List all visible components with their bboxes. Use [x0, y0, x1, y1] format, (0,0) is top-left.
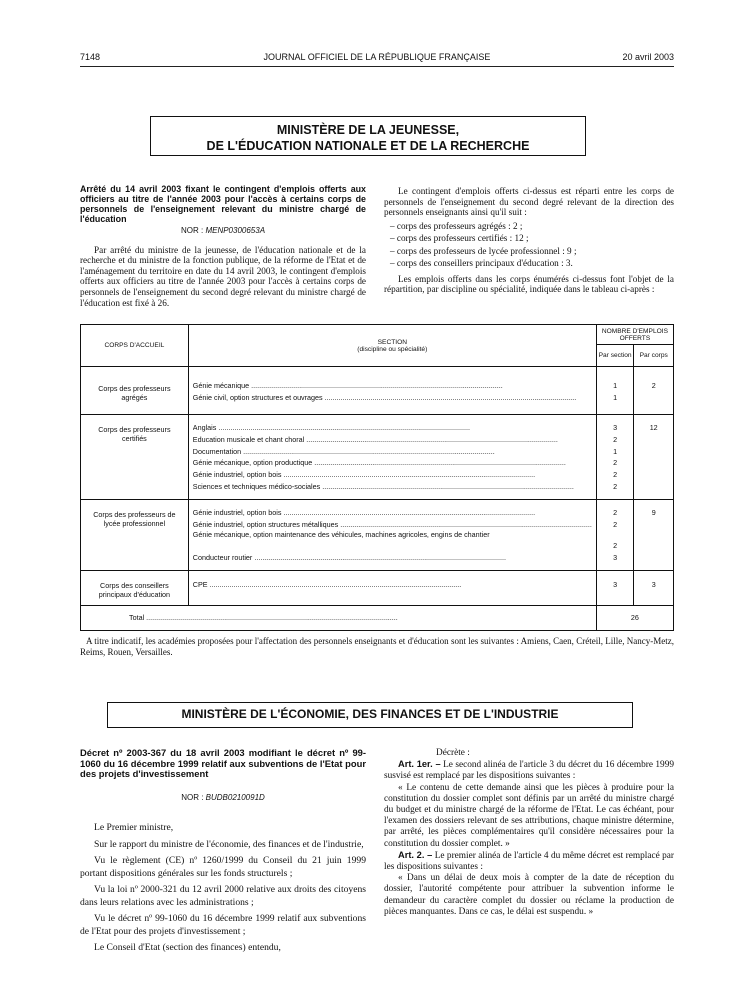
header-section-sub: (discipline ou spécialité) — [357, 345, 428, 353]
arrete-title: Arrêté du 14 avril 2003 fixant le contingent d'emplois offerts aux officiers au titre de l'année 2003 pour l'accès à certains corps de personnels de l'enseignement relevant du ministre chargé de l'éducation — [80, 184, 366, 224]
header-section — [188, 325, 596, 367]
table-row — [81, 571, 674, 606]
par-section-value: 2 — [613, 458, 618, 468]
decret-p2: Sur le rapport du ministre de l'économie, des finances et de l'industrie, — [94, 838, 364, 850]
total-label: Total ..... — [129, 612, 592, 624]
par-section-value: 3 — [613, 580, 618, 590]
section-item: Conducteur routier ..... — [193, 552, 592, 564]
ministry-heading-economie: MINISTÈRE DE L'ÉCONOMIE, DES FINANCES ET DE L'INDUSTRIE — [107, 702, 633, 728]
academies-note-text: A titre indicatif, les académies proposées pour l'affectation des personnels enseignants et d'éducation sont les suivantes : Amiens, Caen, Créteil, Lille, Nancy-Metz, Reims, Rouen, Versailles. — [80, 636, 674, 657]
list-item: – corps des professeurs de lycée professionnel : 9 ; — [390, 245, 674, 258]
ministry-heading-line1: MINISTÈRE DE LA JEUNESSE, — [276, 123, 460, 137]
decret-left-column — [80, 748, 366, 955]
header-section-title: SECTION — [377, 338, 407, 346]
par-section-value: 2 — [613, 481, 618, 491]
issue-date: 20 avril 2003 — [622, 52, 674, 62]
par-corps-value: 3 — [651, 580, 656, 590]
arrete-right-column — [384, 186, 674, 295]
par-section-value: 1 — [613, 446, 618, 456]
par-corps-value: 2 — [651, 381, 656, 390]
decret-title: Décret nº 2003-367 du 18 avril 2003 modifiant le décret nº 99-1060 du 16 décembre 1999 relatif aux subventions de l'Etat pour des projets d'investissement — [80, 747, 366, 780]
academies-note — [80, 636, 674, 658]
total-value: 26 — [630, 613, 639, 623]
list-item: – corps des professeurs agrégés : 2 ; — [390, 220, 674, 233]
section-item: Education musicale et chant choral ..... — [193, 434, 592, 446]
decrete-label: Décrète : — [436, 748, 470, 758]
list-item: – corps des professeurs certifiés : 12 ; — [390, 232, 674, 245]
emplois-table — [80, 324, 674, 631]
corps-list — [384, 220, 674, 270]
list-item: – corps des conseillers principaux d'éducation : 3. — [390, 257, 674, 270]
table-total-row — [81, 606, 674, 631]
header-corps: CORPS D'ACCUEIL — [81, 325, 189, 367]
article-1-text: Le second alinéa de l'article 3 du décret du 16 décembre 1999 susvisé est remplacé par les dispositions suivantes : — [384, 760, 674, 782]
article-1 — [384, 759, 674, 782]
ministry-heading-education — [150, 116, 586, 156]
corps-cell: Corps des professeurs agrégés — [98, 384, 171, 402]
corps-cell: Corps des professeurs certifiés — [98, 425, 171, 443]
section-item: Documentation ..... — [193, 446, 592, 458]
journal-title: JOURNAL OFFICIEL DE LA RÉPUBLIQUE FRANÇAISE — [263, 52, 491, 62]
corps-cell: Corps des professeurs de lycée professionnel — [93, 509, 176, 528]
header-par-section: Par section — [596, 345, 634, 367]
header-nombre: NOMBRE D'EMPLOIS OFFERTS — [596, 325, 673, 345]
par-section-value: 2 — [613, 507, 618, 517]
article-1-label: Art. 1er. – — [398, 759, 441, 770]
ministry-heading-line2: DE L'ÉDUCATION NATIONALE ET DE LA RECHERCHE — [206, 139, 530, 153]
section-item: Génie industriel, option structures métalliques ..... — [193, 519, 592, 531]
arrete-paragraph-2: Le contingent d'emplois offerts ci-dessus est réparti entre les corps de personnels de l'enseignement du second degré relevant de la direction des personnels enseignants ainsi qu'il suit : — [384, 186, 674, 218]
section-item: Anglais ..... — [193, 422, 592, 434]
article-2-text: Le premier alinéa de l'article 4 du même décret est remplacé par les dispositions suivantes : — [384, 850, 674, 873]
section-item: Génie mécanique, option maintenance des véhicules, machines agricoles, engins de chantier — [192, 530, 490, 540]
par-section-value: 2 — [613, 470, 618, 480]
corps-cell: Corps des conseillers principaux d'éducation — [98, 581, 171, 600]
par-section-value: 2 — [613, 541, 618, 551]
decret-p1: Le Premier ministre, — [94, 822, 174, 834]
table-row — [81, 367, 674, 415]
section-item: Sciences et techniques médico-sociales ..... — [193, 481, 592, 493]
decret-p3: Vu le règlement (CE) nº 1260/1999 du Conseil du 21 juin 1999 portant dispositions générales sur les fonds structurels ; — [80, 855, 366, 879]
nor-label: NOR : — [180, 226, 204, 235]
decret-p4: Vu la loi nº 2000-321 du 12 avril 2000 relative aux droits des citoyens dans leurs relations avec les administrations ; — [80, 884, 366, 908]
nor-code: BUDB0210091D — [205, 792, 265, 802]
section-item: Génie industriel, option bois ..... — [193, 469, 592, 481]
par-section-value: 3 — [613, 423, 618, 432]
article-2-label: Art. 2. – — [398, 849, 433, 860]
article-1-quote: « Le contenu de cette demande ainsi que les pièces à produire pour la constitution du dossier complet sont définis par un arrêté du ministre chargé du budget et du ministre chargé de la réforme de l'Etat. Le cas échéant, pour l'examen des dossiers relevant de ses attributions, chaque ministre détermine, par arrêté, les pièces complémentaires qu'il considère nécessaires pour la constitution du dossier complet. » — [384, 782, 674, 849]
par-section-value: 2 — [613, 434, 618, 444]
header-par-corps: Par corps — [634, 345, 674, 367]
decret-p6: Le Conseil d'Etat (section des finances) entendu, — [94, 942, 281, 954]
table-row — [81, 415, 674, 500]
arrete-paragraph-1: Par arrêté du ministre de la jeunesse, de l'éducation nationale et de la recherche et du ministre de la fonction publique, de la réforme de l'Etat et de l'aménagement du territoire en date du 14 avril 2003, le contingent d'emplois offerts aux officiers au titre de l'année 2003 pour l'accès à certains corps de personnels de l'enseignement du second degré relevant du ministre chargé de l'éducation est fixé à 26. — [80, 244, 366, 308]
page-number: 7148 — [80, 52, 101, 62]
article-2 — [384, 850, 674, 873]
section-item: Génie mécanique, option productique ..... — [193, 457, 592, 469]
decret-p5: Vu le décret nº 99-1060 du 16 décembre 1999 relatif aux subventions de l'Etat pour des projets d'investissement ; — [80, 913, 366, 937]
nor-code: MENP0300653A — [205, 226, 266, 235]
par-section-value: 3 — [613, 553, 618, 563]
par-corps-value: 9 — [651, 507, 656, 517]
arrete-paragraph-3: Les emplois offerts dans les corps énumérés ci-dessus font l'objet de la répartition, par discipline ou spécialité, indiquée dans le tableau ci-après : — [384, 273, 674, 295]
section-item: Génie industriel, option bois ..... — [193, 507, 592, 519]
arrete-left-column — [80, 184, 366, 308]
section-item: Génie mécanique ..... — [193, 380, 592, 392]
decret-right-column — [384, 748, 674, 918]
header-rule — [80, 66, 674, 67]
nor-label: NOR : — [181, 792, 204, 802]
par-corps-value: 12 — [649, 423, 658, 432]
table-row — [81, 499, 674, 570]
arrete-nor — [80, 226, 366, 237]
section-item: CPE ..... — [193, 579, 592, 591]
par-section-value: 1 — [613, 381, 618, 390]
par-section-value: 2 — [613, 519, 618, 529]
section-item: Génie civil, option structures et ouvrages ..... — [193, 392, 592, 404]
article-2-quote: « Dans un délai de deux mois à compter de la date de réception du dossier, l'autorité compétente pour attribuer la subvention informe le demandeur du caractère complet du dossier ou réclame la production de pièces manquantes. Dans ce cas, le délai est suspendu. » — [384, 873, 674, 917]
decret-nor — [80, 792, 366, 805]
par-section-value: 1 — [613, 392, 618, 402]
